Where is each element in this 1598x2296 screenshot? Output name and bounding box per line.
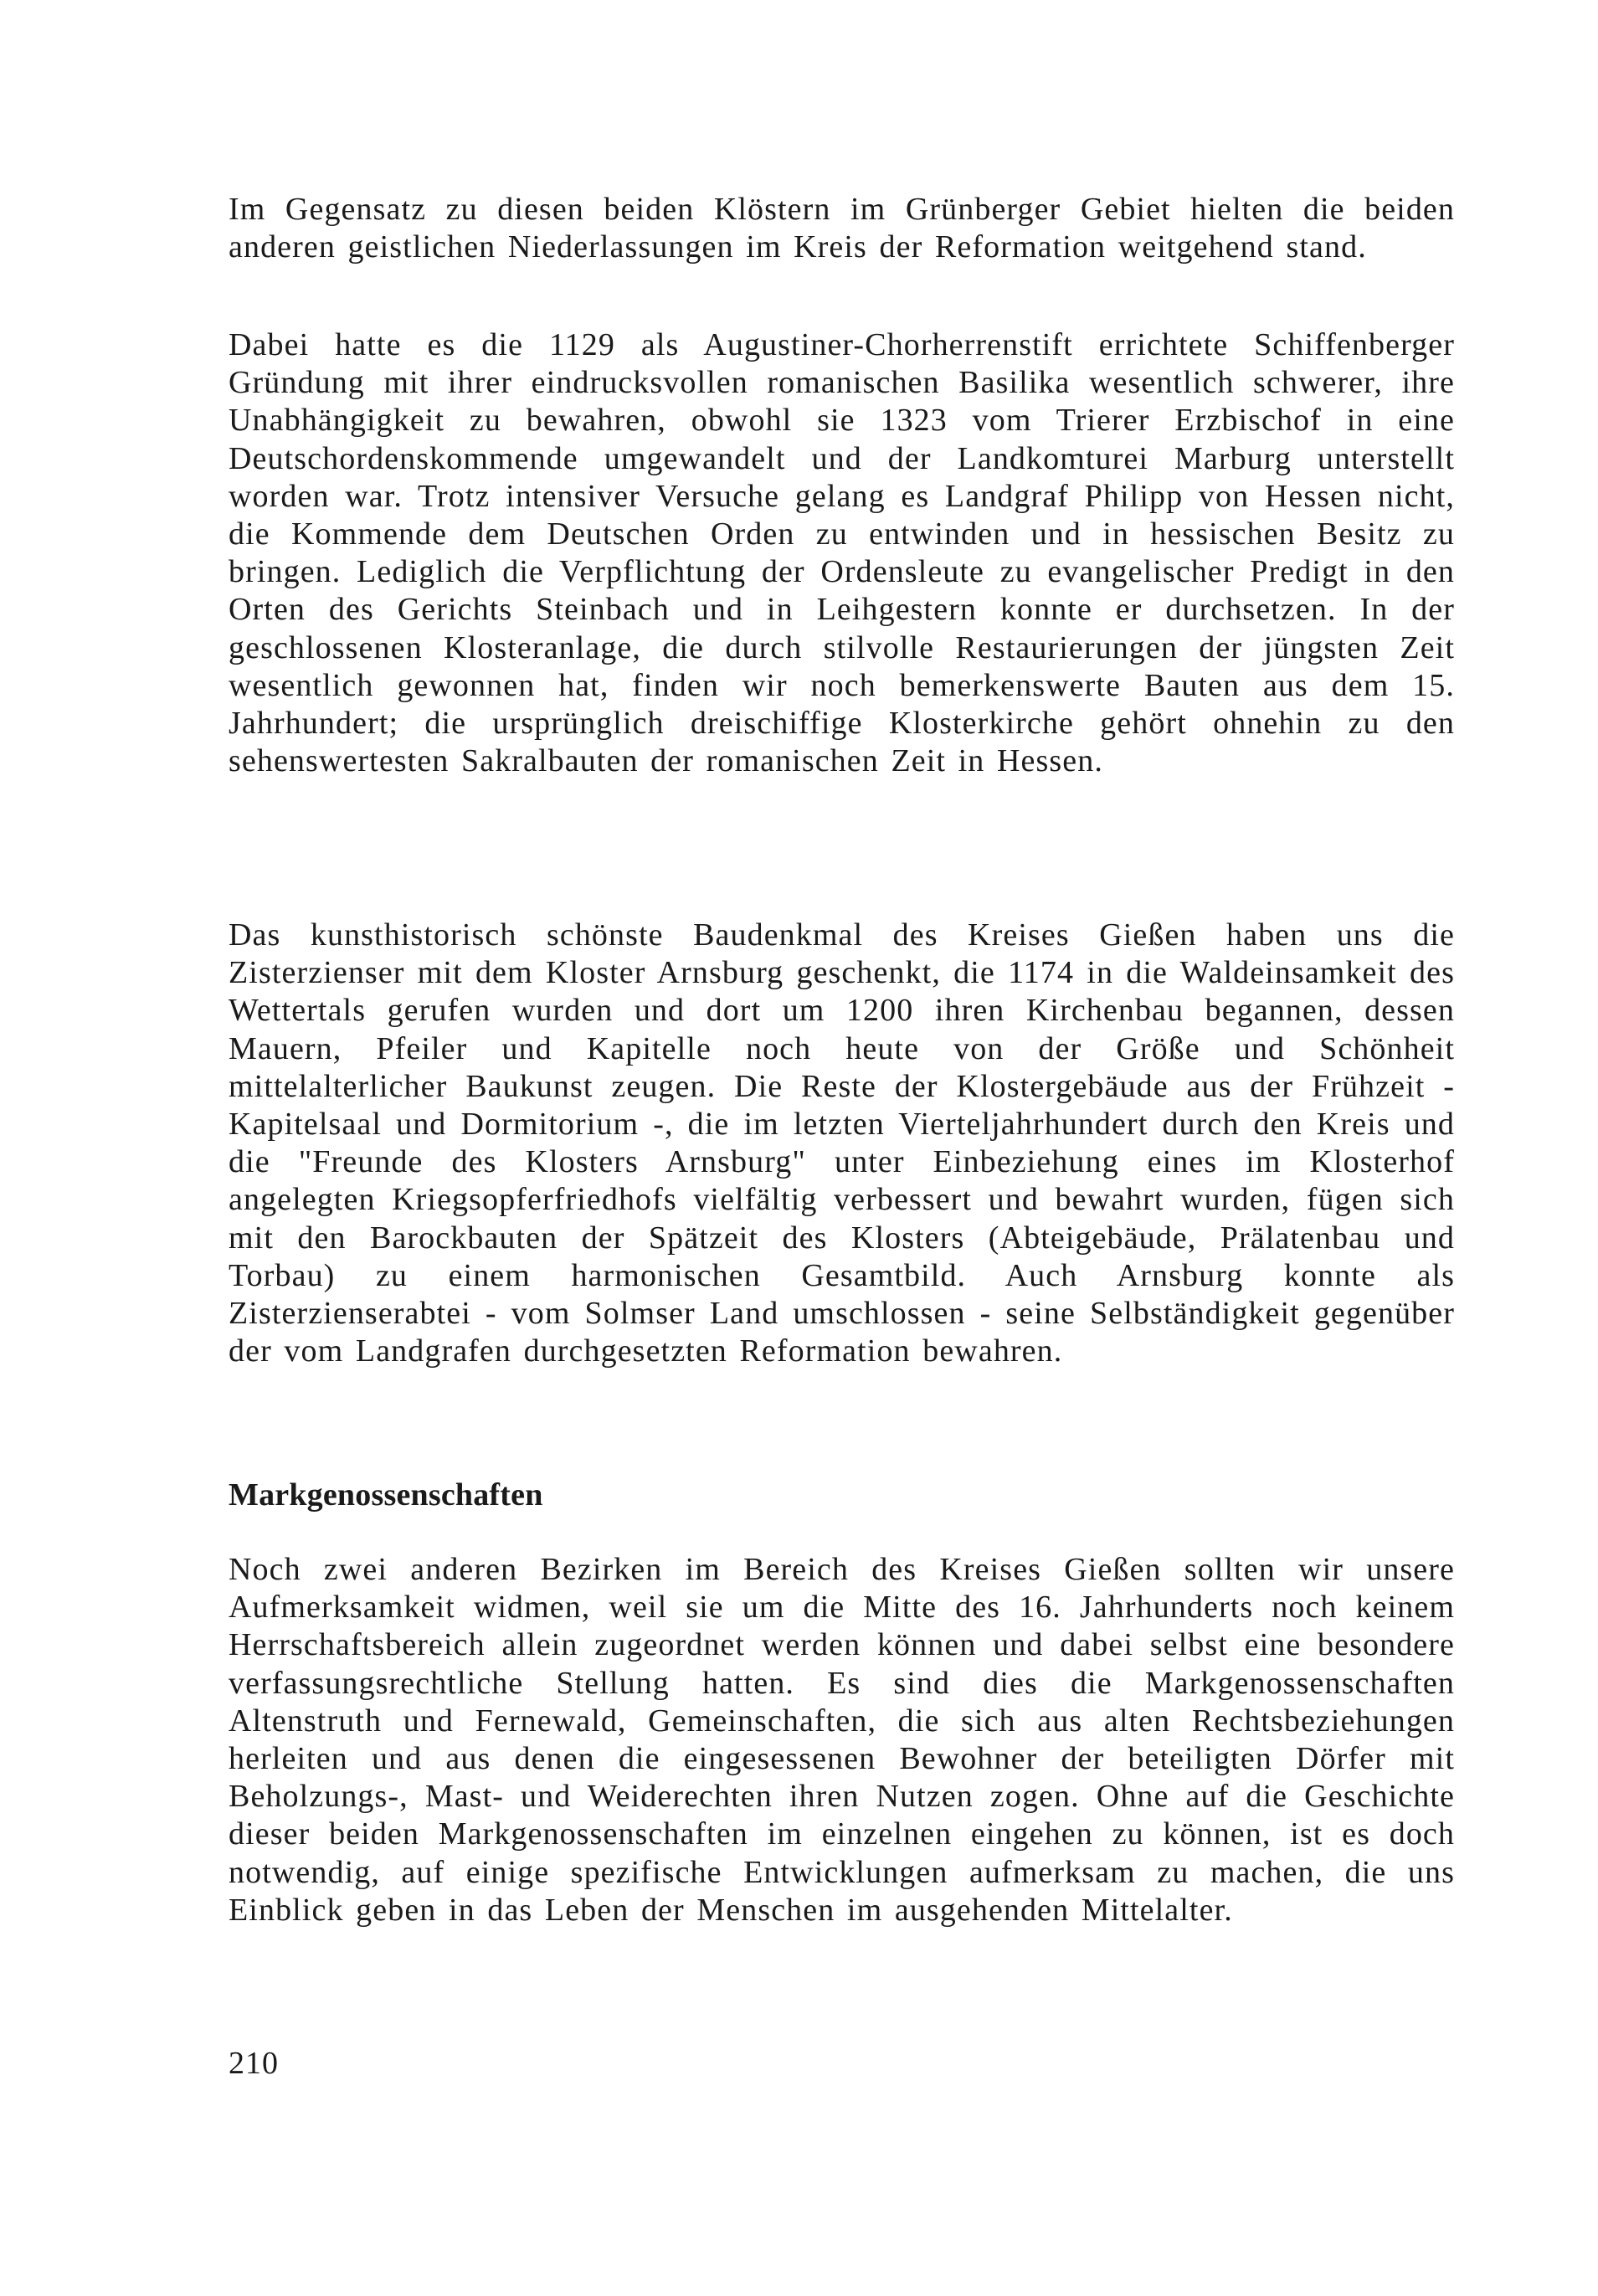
paragraph-schiffenberg: Dabei hatte es die 1129 als Augustiner-Chorherrenstift errichtete Schiffenberger Gründung mit ihrer eindrucksvollen romanischen Basilika wesentlich schwerer, ihre Unabhängigkeit zu bewahren, obwohl sie 1323 vom Trierer Erzbischof in eine Deutschordenskommende umgewandelt und der Landkomturei Marburg unterstellt worden war. Trotz intensiver Versuche gelang es Landgraf Philipp von Hessen nicht, die Kommende dem Deutschen Orden zu entwinden und in hessischen Besitz zu bringen. Lediglich die Verpflichtung der Ordensleute zu evangelischer Predigt in den Orten des Gerichts Steinbach und in Leihgestern konnte er durchsetzen. In der geschlossenen Klosteranlage, die durch stilvolle Restaurierungen der jüngsten Zeit wesentlich gewonnen hat, finden wir noch bemerkenswerte Bauten aus dem 15. Jahrhundert; die ursprünglich dreischiffige Klosterkirche gehört ohnehin zu den sehenswertesten Sakralbauten der romanischen Zeit in Hessen. xyxy=(229,327,1455,779)
page-number: 210 xyxy=(229,2046,279,2081)
paragraph-reformation-intro: Im Gegensatz zu diesen beiden Klöstern im Grünberger Gebiet hielten die beiden anderen geistlichen Niederlassungen im Kreis der Reformation weitgehend stand. xyxy=(229,192,1455,265)
paragraph-arnsburg: Das kunsthistorisch schönste Baudenkmal des Kreises Gießen haben uns die Zisterzienser mit dem Kloster Arnsburg geschenkt, die 1174 in die Waldeinsamkeit des Wettertals gerufen wurden und dort um 1200 ihren Kirchenbau begannen, dessen Mauern, Pfeiler und Kapitelle noch heute von der Größe und Schönheit mittelalterlicher Baukunst zeugen. Die Reste der Klostergebäude aus der Frühzeit - Kapitelsaal und Dormitorium -, die im letzten Vierteljahrhundert durch den Kreis und die "Freunde des Klosters Arnsburg" unter Einbeziehung eines im Klosterhof angelegten Kriegsopferfriedhofs vielfältig verbessert und bewahrt wurden, fügen sich mit den Barockbauten der Spätzeit des Klosters (Abteigebäude, Prälatenbau und Torbau) zu einem harmonischen Gesamtbild. Auch Arnsburg konnte als Zisterzienserabtei - vom Solmser Land umschlossen - seine Selbständigkeit gegenüber der vom Landgrafen durchgesetzten Reformation bewahren. xyxy=(229,917,1455,1369)
paragraph-markgenossenschaften: Noch zwei anderen Bezirken im Bereich des Kreises Gießen sollten wir unsere Aufmerksamkeit widmen, weil sie um die Mitte des 16. Jahrhunderts noch keinem Herrschaftsbereich allein zugeordnet werden können und dabei selbst eine besondere verfassungsrechtliche Stellung hatten. Es sind dies die Markgenossenschaften Altenstruth und Fernewald, Gemeinschaften, die sich aus alten Rechtsbeziehungen herleiten und aus denen die eingesessenen Bewohner der beteiligten Dörfer mit Beholzungs-, Mast- und Weiderechten ihren Nutzen zogen. Ohne auf die Geschichte dieser beiden Markgenossenschaften im einzelnen eingehen zu können, ist es doch notwendig, auf einige spezifische Entwicklungen aufmerksam zu machen, die uns Einblick geben in das Leben der Menschen im ausgehenden Mittelalter. xyxy=(229,1552,1455,1928)
section-heading: Markgenossenschaften xyxy=(229,1477,543,1513)
